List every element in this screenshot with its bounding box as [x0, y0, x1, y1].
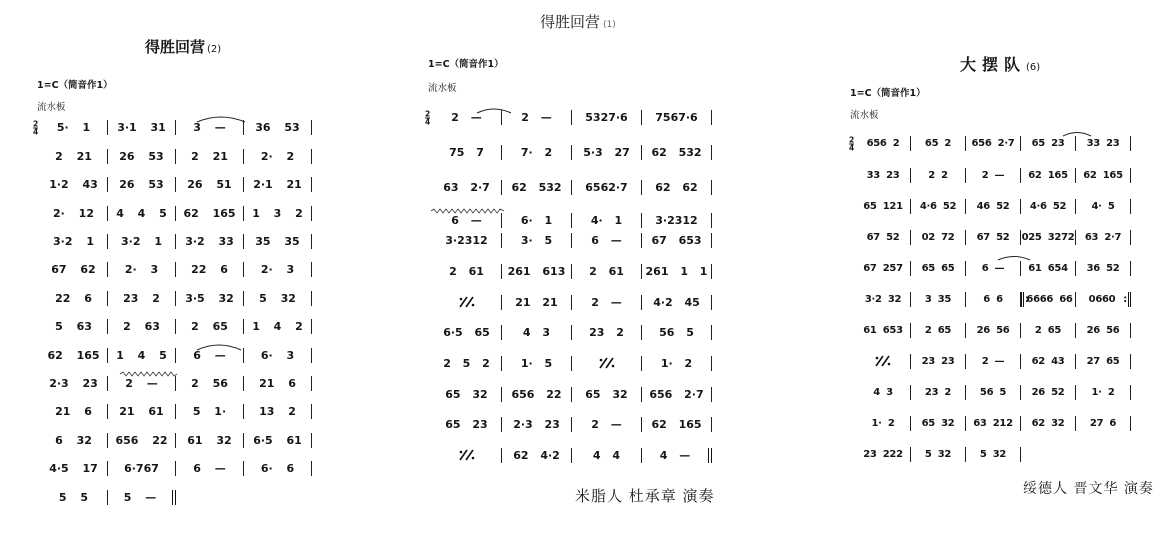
tie-arc [196, 343, 242, 351]
measure: 2 — [502, 110, 572, 125]
notation-row [33, 114, 312, 142]
measure: 2 — [108, 376, 176, 391]
measure: 3·2 1 [108, 234, 176, 249]
measure: 61 653 [856, 323, 911, 338]
measure: 6·5 61 [244, 433, 312, 448]
time-signature-top: 2 [425, 109, 431, 119]
measure: 1 3 2 [244, 206, 312, 221]
measure: 2 65 [1021, 323, 1076, 338]
measure: 3·2312 [642, 213, 712, 228]
measure: 26 52 [1021, 385, 1076, 400]
measure: 02 72 [911, 230, 966, 245]
notation-row [40, 171, 312, 199]
measure: 261 1 1 [642, 264, 712, 279]
measure: 26 53 [108, 149, 176, 164]
measure: 65 32 [432, 387, 502, 402]
measure: 3· 5 [502, 233, 572, 248]
measure: 6 6 [966, 292, 1021, 307]
measure: 23 2 [108, 291, 176, 306]
measure-repeat [856, 354, 911, 369]
measure: 2· 3 [244, 262, 312, 277]
measure: 36 52 [1076, 261, 1131, 276]
measure: 2·3 23 [502, 417, 572, 432]
measure: 23 222 [856, 447, 911, 462]
measure: 62 32 [1021, 416, 1076, 431]
repeat-measure-icon [432, 449, 501, 461]
measure: 4 4 [572, 448, 642, 463]
repeat-measure-icon [856, 355, 910, 367]
time-signature-top: 2 [849, 135, 855, 145]
measure: 5 5 [40, 490, 108, 505]
measure: 4 3 [502, 325, 572, 340]
measure: 67 62 [40, 262, 108, 277]
measure: 656 22 [108, 433, 176, 448]
notation-row [856, 408, 1131, 439]
measure: 5 63 [40, 319, 108, 334]
measure: 3·2 32 [856, 292, 911, 307]
measure: 33 23 [1076, 136, 1131, 151]
measure: 2 — [966, 168, 1021, 183]
notation-row [856, 191, 1131, 222]
measure: 3·2 1 [40, 234, 108, 249]
notation-row [432, 409, 712, 440]
measure: 6· 1 [502, 213, 572, 228]
measure: 56 5 [966, 385, 1021, 400]
measure: 4·6 52 [911, 199, 966, 214]
measure: 23 2 [572, 325, 642, 340]
measure: 2 2 [911, 168, 966, 183]
measure: 1 4 5 [108, 348, 176, 363]
tempo-marking: 流水板 [850, 110, 879, 121]
measure: 67 52 [966, 230, 1021, 245]
time-signature [425, 110, 430, 125]
notation-row [40, 256, 312, 284]
measure: 62 165 [176, 206, 244, 221]
tie-arc [476, 107, 512, 114]
measure: 6 — [176, 461, 244, 476]
measure: 22 6 [176, 262, 244, 277]
measure: 6·767 [108, 461, 176, 476]
measure: 1· 5 [502, 356, 572, 371]
notation-row [856, 439, 1131, 470]
measure: 65 32 [572, 387, 642, 402]
notation-row [432, 256, 712, 287]
measure: 65 32 [911, 416, 966, 431]
measure: 67 653 [642, 233, 712, 248]
measure: 2 — [432, 110, 502, 125]
measure: 5327·6 [572, 110, 642, 125]
measure: 6562·7 [572, 180, 642, 195]
notation-row [432, 379, 712, 410]
measure: 13 2 [244, 404, 312, 419]
measure: 4· 1 [572, 213, 642, 228]
tie-arc [997, 255, 1031, 261]
measure: 65 23 [1021, 136, 1076, 151]
measure: 2 21 [40, 149, 108, 164]
notation-row [40, 142, 312, 170]
measure: 2 61 [572, 264, 642, 279]
measure: 2 21 [176, 149, 244, 164]
measure: 62 532 [642, 145, 712, 160]
measure: 62 165 [642, 417, 712, 432]
notation-row [432, 317, 712, 348]
piece-title [145, 36, 221, 57]
notation-row [856, 253, 1131, 284]
notation-row [40, 398, 312, 426]
notation-row [40, 426, 312, 454]
measure: 62 165 [40, 348, 108, 363]
measure: 2 — [966, 354, 1021, 369]
measure: 3 35 [911, 292, 966, 307]
measure: 6· 6 [244, 461, 312, 476]
measure: 62 43 [1021, 354, 1076, 369]
measure: 21 61 [108, 404, 176, 419]
notation-rows [849, 128, 1131, 470]
measure: 7· 2 [502, 145, 572, 160]
measure: 1· 2 [642, 356, 712, 371]
measure: 4· 5 [1076, 199, 1131, 214]
measure: 656 22 [502, 387, 572, 402]
measure: 2·1 21 [244, 177, 312, 192]
notation-rows [425, 103, 712, 471]
measure: 67 257 [856, 261, 911, 276]
tie-arc [1062, 131, 1092, 137]
piece-title-number: (6) [1026, 62, 1041, 73]
measure: 61 654 [1021, 261, 1076, 276]
piece-title-text: 得胜回营 [145, 38, 206, 56]
measure: 4·6 52 [1021, 199, 1076, 214]
measure: 1·2 43 [40, 177, 108, 192]
measure: 62 62 [642, 180, 712, 195]
piece-title [540, 11, 616, 32]
measure: 62 532 [502, 180, 572, 195]
measure: 7567·6 [642, 110, 712, 125]
measure: 5 — [108, 490, 176, 505]
measure: 2· 3 [108, 262, 176, 277]
measure: 62 4·2 [502, 448, 572, 463]
measure: 4 4 5 [108, 206, 176, 221]
measure: 2 5 2 [432, 356, 502, 371]
measure: 5·3 27 [572, 145, 642, 160]
notation-row [425, 103, 712, 134]
performer-credit: 米脂人 杜承章 演奏 [575, 487, 715, 505]
notation-row [40, 227, 312, 255]
time-signature-bottom: 4 [33, 127, 39, 137]
repeat-measure-icon [572, 357, 641, 369]
measure: 2 61 [432, 264, 502, 279]
piece-title-number: (1) [603, 20, 616, 30]
measure: 6· 3 [244, 348, 312, 363]
notation-row [40, 313, 312, 341]
measure: 1· 2 [856, 416, 911, 431]
measure: 2 — [572, 295, 642, 310]
measure: 1· 2 [1076, 385, 1131, 400]
time-signature-top: 2 [33, 119, 39, 129]
measure: 3 — [176, 120, 244, 135]
measure: 62 165 [1076, 168, 1131, 183]
measure: 2· 2 [244, 149, 312, 164]
notation-row [40, 454, 312, 482]
notation-row [856, 284, 1131, 315]
measure: 23 2 [911, 385, 966, 400]
measure: : 6666 66 [1021, 292, 1076, 307]
notation-row [40, 284, 312, 312]
measure: 27 6 [1076, 416, 1131, 431]
measure: 2 56 [176, 376, 244, 391]
measure: 5 32 [966, 447, 1021, 462]
tempo-marking: 流水板 [428, 83, 457, 94]
measure: 36 53 [244, 120, 312, 135]
trill-line [120, 371, 178, 377]
measure: 261 613 [502, 264, 572, 279]
measure: 26 56 [966, 323, 1021, 338]
measure: 63 2·7 [432, 180, 502, 195]
key-signature: 1=C（筒音作1） [428, 59, 504, 70]
measure: 3·2312 [432, 233, 502, 248]
notation-row [856, 377, 1131, 408]
measure: 4·2 45 [642, 295, 712, 310]
notation-row [432, 348, 712, 379]
measure: 26 56 [1076, 323, 1131, 338]
measure: 26 53 [108, 177, 176, 192]
measure-repeat [572, 356, 642, 371]
notation-row [856, 159, 1131, 190]
measure-repeat [432, 448, 502, 463]
measure: 46 52 [966, 199, 1021, 214]
measure: 6 — [176, 348, 244, 363]
measure: 2· 12 [40, 206, 108, 221]
measure: 3·1 31 [108, 120, 176, 135]
measure: 656 2·7 [966, 136, 1021, 151]
measure: 63 212 [966, 416, 1021, 431]
measure: 61 32 [176, 433, 244, 448]
measure: 2 63 [108, 319, 176, 334]
notation-row [432, 225, 712, 256]
measure: 4·5 17 [40, 461, 108, 476]
notation-row [432, 137, 712, 168]
notation-row [856, 222, 1131, 253]
notation-row [40, 199, 312, 227]
measure: 4 — [642, 448, 712, 463]
measure: 65 121 [856, 199, 911, 214]
notation-row [432, 172, 712, 203]
piece-title-text: 得胜回营 [540, 13, 601, 31]
measure: 2 — [572, 417, 642, 432]
tie-arc [196, 115, 246, 123]
measure: 4 3 [856, 385, 911, 400]
measure: 5 32 [244, 291, 312, 306]
measure: 23 23 [911, 354, 966, 369]
piece-title-text: 大摆队 [960, 55, 1027, 74]
time-signature [849, 136, 854, 151]
measure: 5 1· [176, 404, 244, 419]
notation-row [432, 287, 712, 318]
measure: 21 21 [502, 295, 572, 310]
measure: 26 51 [176, 177, 244, 192]
measure: 75 7 [432, 145, 502, 160]
measure: 1 4 2 [244, 319, 312, 334]
measure: 3·2 33 [176, 234, 244, 249]
measure: 6 — [572, 233, 642, 248]
measure: 35 35 [244, 234, 312, 249]
measure: 025 3272 [1021, 231, 1075, 243]
notation-row [40, 341, 312, 369]
measure: 6 — [966, 261, 1021, 276]
measure: 56 5 [642, 325, 712, 340]
measure: 656 2 [856, 136, 911, 151]
time-signature [33, 120, 38, 135]
piece-title-number: (2) [207, 44, 222, 55]
measure-repeat [432, 295, 502, 310]
measure: 2 65 [911, 323, 966, 338]
measure: 5· 1 [40, 120, 108, 135]
time-signature-bottom: 4 [849, 143, 855, 153]
measure: 656 2·7 [642, 387, 712, 402]
notation-row [40, 483, 312, 511]
notation-row [856, 346, 1131, 377]
measure: 21 6 [244, 376, 312, 391]
measure: 65 65 [911, 261, 966, 276]
trill-line [431, 208, 505, 214]
measure: 2 65 [176, 319, 244, 334]
measure: 6·5 65 [432, 325, 502, 340]
measure: 33 23 [856, 168, 911, 183]
tempo-marking: 流水板 [37, 102, 66, 113]
measure: 2·3 23 [40, 376, 108, 391]
measure: 5 32 [911, 447, 966, 462]
measure: 65 23 [432, 417, 502, 432]
measure: 65 2 [911, 136, 966, 151]
notation-row [856, 315, 1131, 346]
measure: 62 165 [1021, 168, 1076, 183]
repeat-measure-icon [432, 296, 501, 308]
time-signature-bottom: 4 [425, 117, 431, 127]
measure: 22 6 [40, 291, 108, 306]
piece-title [960, 52, 1040, 75]
measure: 67 52 [856, 230, 911, 245]
measure: 0660 : [1076, 292, 1131, 307]
notation-rows [33, 114, 312, 511]
notation-row [432, 440, 712, 471]
key-signature: 1=C（筒音作1） [850, 88, 926, 99]
measure: 21 6 [40, 404, 108, 419]
measure: 6 — [432, 213, 502, 228]
performer-credit: 绥德人 晋文华 演奏 [1023, 481, 1154, 497]
measure: 63 2·7 [1076, 230, 1131, 245]
measure: 27 65 [1076, 354, 1131, 369]
measure: 3·5 32 [176, 291, 244, 306]
measure: 6 32 [40, 433, 108, 448]
key-signature: 1=C（筒音作1） [37, 80, 113, 91]
